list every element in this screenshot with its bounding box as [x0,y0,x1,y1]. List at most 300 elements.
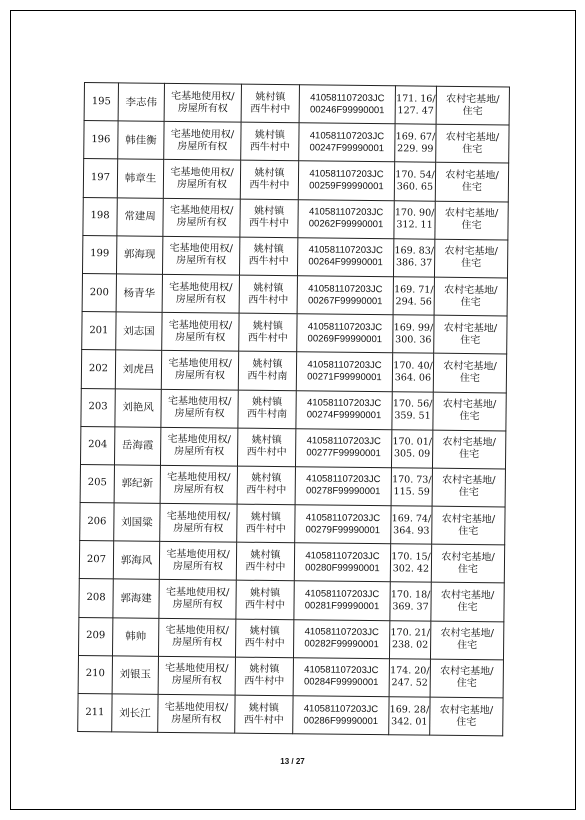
right-type-cell [160,503,237,542]
area-line: 364. 93 [393,524,430,537]
location-line: 姚村镇 [255,91,286,103]
location-line: 西牛村南 [247,370,288,383]
area-cell [392,391,433,430]
location-line: 姚村镇 [254,167,285,180]
unit-code-line: 410581107203JC [310,91,385,104]
unit-code-cell [296,352,392,391]
usage-line: 农村宅基地/ [441,551,495,564]
row-number-cell: 200 [82,273,116,312]
owner-name-cell: 郭海现 [116,236,162,275]
unit-code-cell [298,199,394,238]
location-line: 姚村镇 [253,244,284,256]
right-type-cell [163,160,240,199]
usage-cell [436,86,509,125]
usage-cell [432,430,505,469]
unit-code-cell [296,390,392,429]
usage-line: 农村宅基地/ [439,704,494,716]
table-row [80,426,505,469]
area-line: 170. 73/ [392,474,432,487]
location-cell [237,428,295,467]
row-number-cell: 196 [84,121,118,160]
area-line: 127. 47 [397,104,434,117]
table-row [80,503,505,546]
usage-cell [430,697,503,736]
right-type-line: 房屋所有权 [174,446,225,458]
unit-code-cell [295,505,391,544]
right-type-line: 房屋所有权 [172,560,223,573]
location-cell [239,313,297,352]
area-line: 169. 99/ [393,321,434,334]
area-line: 174. 20/ [390,665,430,678]
area-line: 170. 54/ [395,169,435,181]
right-type-line: 房屋所有权 [174,369,225,382]
area-line: 169. 74/ [391,512,432,525]
usage-line: 农村宅基地/ [444,207,499,220]
right-type-line: 房屋所有权 [176,178,227,191]
area-line: 171. 16/ [396,92,436,105]
unit-code-line: 410581107203JC [308,282,383,295]
right-type-cell [158,656,235,695]
location-line: 西牛村中 [244,676,285,688]
right-type-line: 宅基地使用权/ [167,434,232,446]
owner-name-cell: 刘长江 [112,694,158,733]
area-line: 170. 21/ [390,627,431,639]
row-number-cell: 209 [78,617,112,656]
row-number-cell: 211 [78,693,112,732]
usage-cell [431,583,504,622]
owner-name-cell: 韩帅 [112,617,158,656]
right-type-line: 宅基地使用权/ [165,663,229,675]
right-type-line: 宅基地使用权/ [170,166,234,179]
usage-line: 农村宅基地/ [442,437,496,449]
unit-code-cell [295,428,391,467]
right-type-line: 宅基地使用权/ [169,281,233,294]
usage-line: 住宅 [458,525,479,537]
unit-code-cell [293,658,389,697]
unit-code-line: 00277F99990001 [306,447,381,460]
location-line: 姚村镇 [253,282,284,294]
usage-line: 住宅 [461,220,482,232]
row-number-cell: 197 [83,159,117,198]
table-row [82,312,507,355]
location-cell [241,84,299,123]
unit-code-line: 00247F99990001 [309,142,385,154]
area-cell [394,162,435,201]
unit-code-line: 00264F99990001 [308,256,383,269]
usage-line: 住宅 [457,601,478,614]
table-row [79,541,504,584]
area-line: 169. 28/ [389,703,430,716]
area-cell [393,315,434,354]
right-type-line: 房屋所有权 [175,293,226,306]
location-cell [240,161,298,200]
usage-line: 住宅 [459,372,480,385]
row-number-cell: 204 [80,426,114,465]
usage-cell [434,315,507,354]
usage-line: 住宅 [457,640,478,652]
area-line: 300. 36 [395,333,432,346]
unit-code-line: 00279F99990001 [305,524,381,536]
location-cell [237,504,295,543]
unit-code-line: 410581107203JC [304,626,379,639]
area-line: 169. 67/ [395,131,436,143]
table-row [79,579,504,622]
usage-line: 住宅 [462,105,483,117]
unit-code-cell [293,619,389,658]
location-line: 西牛村中 [247,332,288,344]
row-number-cell: 202 [81,350,115,389]
table-body [78,83,510,737]
right-type-line: 房屋所有权 [171,675,222,687]
right-type-line: 房屋所有权 [173,522,224,535]
location-line: 西牛村中 [244,599,286,612]
location-line: 姚村镇 [251,435,282,447]
right-type-line: 房屋所有权 [177,102,228,115]
right-type-cell [162,312,239,351]
unit-code-line: 410581107203JC [305,512,381,524]
unit-code-line: 00269F99990001 [307,333,383,345]
area-line: 294. 56 [395,295,432,308]
area-cell [391,506,432,545]
area-cell [395,124,436,163]
owner-name-cell: 刘国粱 [114,503,160,542]
right-type-cell [158,618,235,657]
right-type-line: 宅基地使用权/ [171,90,235,103]
right-type-line: 宅基地使用权/ [165,586,230,599]
area-line: 359. 51 [394,410,431,422]
table-row [81,388,506,431]
usage-line: 住宅 [460,296,481,308]
usage-cell [435,201,508,240]
area-cell [394,200,435,239]
location-cell [236,581,294,620]
right-type-line: 房屋所有权 [172,637,223,649]
usage-cell [433,353,506,392]
usage-line: 住宅 [461,258,482,270]
usage-cell [433,392,506,431]
table-row [80,464,505,507]
unit-code-cell [297,314,393,353]
location-line: 西牛村中 [244,637,285,650]
area-cell [390,582,431,621]
location-line: 姚村镇 [250,549,281,561]
area-line: 369. 37 [392,601,429,613]
area-line: 229. 99 [397,143,434,155]
unit-code-line: 410581107203JC [304,664,379,677]
right-type-cell [159,580,236,619]
right-type-line: 宅基地使用权/ [166,510,231,523]
usage-line: 农村宅基地/ [444,284,498,296]
right-type-cell [159,542,236,581]
right-type-cell [158,694,235,733]
location-line: 西牛村中 [249,179,290,192]
right-type-line: 房屋所有权 [173,484,224,496]
area-line: 364. 06 [394,372,432,384]
location-line: 西牛村中 [246,485,287,497]
row-number-cell: 206 [80,503,114,542]
usage-line: 住宅 [459,411,480,423]
unit-code-line: 410581107203JC [307,321,383,333]
usage-line: 农村宅基地/ [445,169,499,182]
owner-name-cell: 李志伟 [118,83,164,122]
usage-line: 农村宅基地/ [444,246,498,258]
right-type-line: 宅基地使用权/ [165,625,230,637]
area-line: 238. 02 [391,639,429,651]
right-type-line: 宅基地使用权/ [166,548,230,561]
usage-line: 住宅 [459,449,480,461]
area-line: 386. 37 [395,257,433,270]
usage-line: 农村宅基地/ [442,475,496,487]
usage-line: 住宅 [458,487,479,499]
area-cell [393,277,434,316]
usage-cell [431,544,504,583]
location-line: 西牛村中 [245,561,286,573]
row-number-cell: 208 [79,579,113,618]
unit-code-cell [294,543,390,582]
unit-code-cell [298,161,394,200]
usage-line: 住宅 [456,716,477,728]
right-type-line: 宅基地使用权/ [170,128,235,141]
row-number-cell: 201 [82,312,116,351]
location-line: 姚村镇 [252,396,283,409]
usage-line: 农村宅基地/ [446,93,500,105]
location-cell [235,619,293,658]
unit-code-cell [299,123,395,162]
area-cell [389,659,430,698]
owner-name-cell: 郭海风 [113,541,159,580]
unit-code-line: 410581107203JC [309,130,385,142]
area-line: 170. 90/ [394,207,435,219]
usage-line: 农村宅基地/ [441,513,496,525]
owner-name-cell: 刘艳风 [115,388,161,427]
table-row [81,350,506,393]
usage-line: 农村宅基地/ [442,398,497,411]
location-line: 西牛村中 [248,217,290,230]
unit-code-line: 00280F99990001 [305,562,380,574]
area-cell [391,429,432,468]
owner-name-cell: 刘虎昌 [115,350,161,389]
owner-name-cell: 郭纪新 [114,465,160,504]
area-cell [395,86,436,125]
unit-code-cell [297,237,393,276]
usage-line: 住宅 [456,678,477,690]
right-type-cell [161,351,238,390]
right-type-line: 房屋所有权 [172,598,223,611]
unit-code-line: 00267F99990001 [307,294,383,307]
location-line: 姚村镇 [252,320,284,332]
owner-name-cell: 常建周 [117,197,163,236]
right-type-cell [160,465,237,504]
page-number: 13 / 27 [280,757,305,766]
unit-code-line: 410581107203JC [304,588,380,601]
location-cell [238,390,296,429]
area-line: 170. 01/ [392,436,433,448]
unit-code-line: 410581107203JC [308,244,383,257]
owner-name-cell: 刘志国 [116,312,162,351]
area-line: 169. 83/ [394,245,435,258]
usage-cell [435,163,508,202]
usage-line: 农村宅基地/ [440,589,495,602]
right-type-cell [161,389,238,428]
location-line: 西牛村中 [246,447,287,459]
right-type-cell [160,427,237,466]
unit-code-line: 00286F99990001 [303,714,379,727]
location-line: 姚村镇 [254,129,286,141]
unit-code-cell [294,581,390,620]
right-type-line: 房屋所有权 [176,217,227,229]
location-line: 姚村镇 [250,587,281,600]
owner-name-cell: 韩章生 [117,159,163,198]
owner-name-cell: 郭海建 [113,579,159,618]
row-number-cell: 198 [83,197,117,236]
location-line: 西牛村中 [245,523,286,535]
unit-code-line: 00282F99990001 [304,638,379,651]
location-cell [241,122,299,161]
table-row [83,197,508,240]
usage-cell [434,277,507,316]
table-row [82,235,507,278]
area-line: 247. 52 [391,677,428,690]
location-cell [238,351,296,390]
right-type-line: 宅基地使用权/ [169,205,234,217]
right-type-cell [162,274,239,313]
unit-code-line: 00246F99990001 [309,103,385,116]
area-line: 170. 56/ [392,398,433,410]
unit-code-line: 410581107203JC [305,550,380,562]
location-line: 姚村镇 [251,473,282,485]
area-line: 302. 42 [392,563,430,575]
usage-line: 住宅 [460,334,481,346]
unit-code-line: 410581107203JC [307,359,382,372]
scanned-table-area [77,82,502,737]
right-type-line: 房屋所有权 [174,408,225,420]
usage-line: 农村宅基地/ [440,666,494,678]
location-cell [235,657,293,696]
unit-code-line: 410581107203JC [306,473,381,486]
usage-line: 住宅 [461,181,482,194]
right-type-line: 宅基地使用权/ [164,701,229,714]
area-line: 170. 40/ [393,360,433,372]
area-line: 115. 59 [393,486,430,499]
location-line: 姚村镇 [249,625,280,638]
usage-cell [432,468,505,507]
right-type-cell [164,83,241,122]
area-line: 360. 65 [396,181,434,193]
owner-name-cell: 杨青华 [116,274,162,313]
unit-code-line: 410581107203JC [303,702,379,715]
area-cell [389,697,430,736]
area-line: 342. 01 [391,715,428,728]
table-row [82,273,507,316]
owner-name-cell: 韩佳衡 [118,121,164,160]
owner-name-cell: 岳海霞 [114,427,160,466]
row-number-cell: 203 [81,388,115,427]
location-line: 西牛村中 [250,103,291,115]
area-line: 170. 15/ [391,551,431,563]
row-number-cell: 205 [80,464,114,503]
location-cell [239,275,297,314]
registration-table [77,82,510,737]
right-type-line: 房屋所有权 [176,255,227,267]
usage-line: 农村宅基地/ [443,322,498,335]
right-type-line: 房屋所有权 [175,331,226,344]
location-line: 西牛村南 [246,408,288,421]
area-line: 169. 71/ [394,283,434,296]
usage-line: 住宅 [457,563,478,575]
unit-code-line: 00284F99990001 [303,676,379,689]
usage-line: 住宅 [462,143,483,155]
right-type-cell [162,236,239,275]
location-line: 姚村镇 [254,205,285,218]
usage-line: 农村宅基地/ [443,360,497,373]
row-number-cell: 195 [84,83,118,122]
location-line: 姚村镇 [252,358,283,371]
location-line: 姚村镇 [249,664,280,676]
unit-code-cell [299,85,395,124]
unit-code-cell [295,467,391,506]
location-cell [237,466,295,505]
right-type-line: 房屋所有权 [177,140,228,153]
unit-code-cell [293,696,389,735]
table-row [78,693,503,736]
location-line: 西牛村中 [243,714,284,726]
unit-code-line: 410581107203JC [306,397,382,410]
right-type-cell [163,198,240,237]
usage-line: 农村宅基地/ [440,627,494,640]
unit-code-line: 00271F99990001 [307,371,382,384]
location-line: 西牛村中 [248,294,289,306]
area-cell [392,353,433,392]
unit-code-line: 410581107203JC [308,206,384,219]
area-cell [391,468,432,507]
area-cell [389,620,430,659]
area-line: 312. 11 [396,219,433,231]
row-number-cell: 207 [79,541,113,580]
location-cell [240,199,298,238]
usage-cell [430,621,503,660]
unit-code-line: 00262F99990001 [308,218,384,231]
right-type-cell [164,122,241,161]
location-cell [236,542,294,581]
table-row [78,655,503,698]
unit-code-cell [297,276,393,315]
usage-line: 农村宅基地/ [445,131,500,144]
owner-name-cell: 刘银玉 [112,656,158,695]
unit-code-line: 00259F99990001 [309,180,384,193]
location-line: 西牛村中 [249,141,290,153]
unit-code-line: 410581107203JC [306,435,381,448]
usage-cell [434,239,507,278]
table-row [83,159,508,202]
location-line: 西牛村中 [248,256,289,268]
usage-cell [436,124,509,163]
table-row [84,121,509,164]
right-type-line: 宅基地使用权/ [168,357,232,370]
unit-code-line: 00281F99990001 [304,600,380,613]
right-type-line: 宅基地使用权/ [168,319,233,332]
location-line: 姚村镇 [250,511,282,523]
unit-code-line: 00274F99990001 [306,409,382,422]
location-cell [235,695,293,734]
usage-cell [430,659,503,698]
location-line: 姚村镇 [248,702,280,714]
table-row [78,617,503,660]
area-line: 170. 18/ [390,589,431,601]
unit-code-line: 410581107203JC [309,168,384,181]
location-cell [239,237,297,276]
area-cell [390,544,431,583]
right-type-line: 宅基地使用权/ [167,395,232,408]
